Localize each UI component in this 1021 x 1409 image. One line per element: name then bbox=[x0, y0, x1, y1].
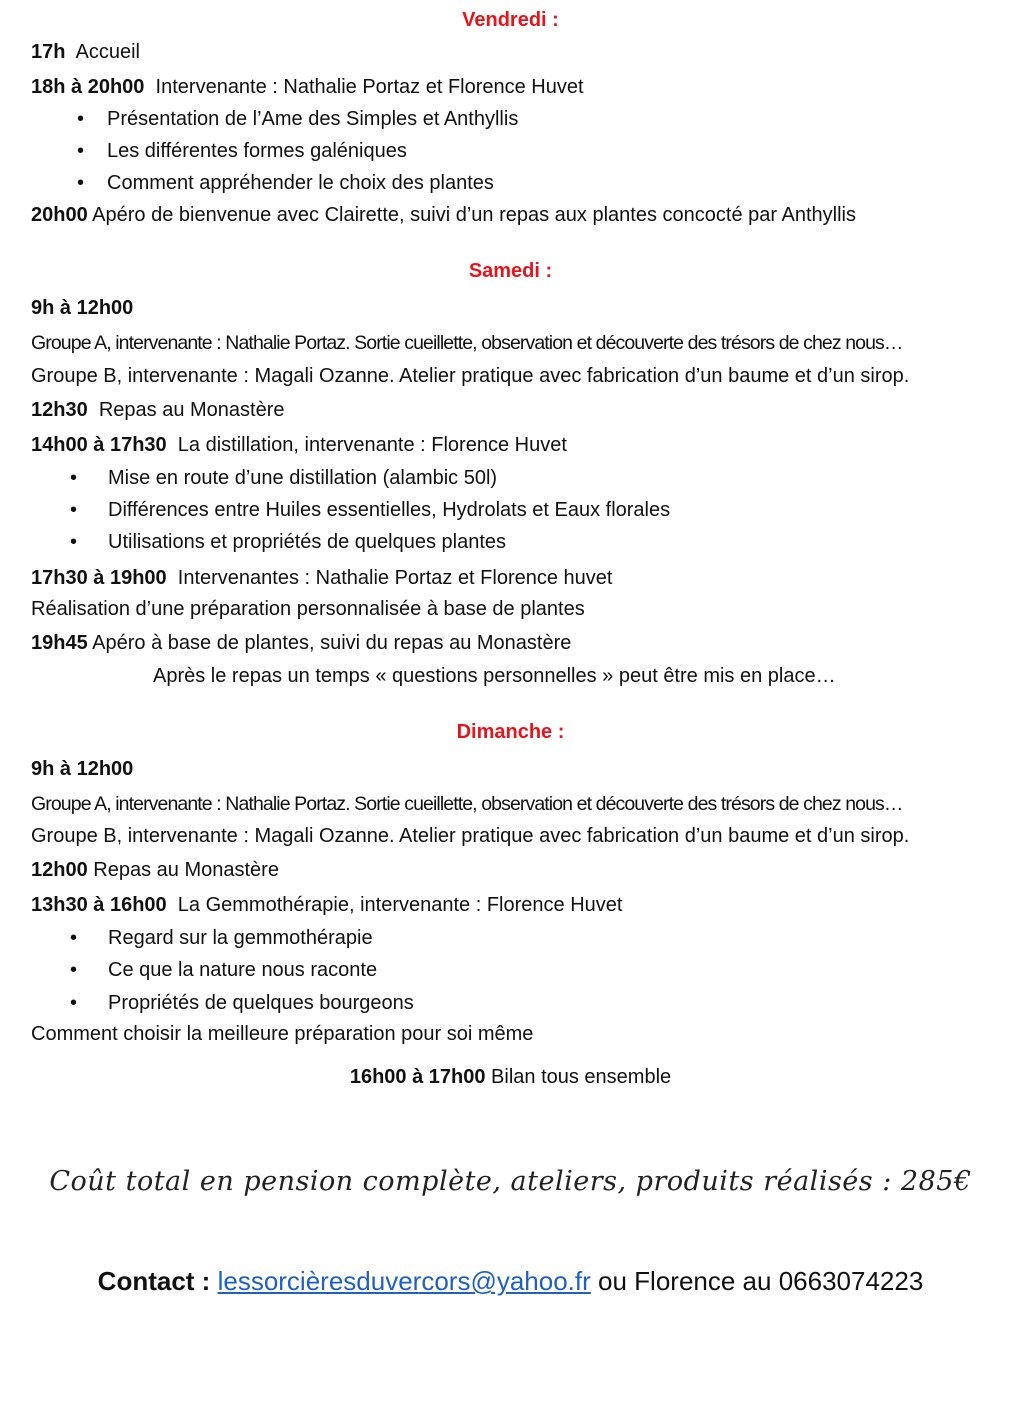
schedule-line: 19h45 Apéro à base de plantes, suivi du repas au Monastère bbox=[31, 632, 572, 654]
bullet-item: • Les différentes formes galéniques bbox=[107, 138, 407, 164]
bullet-item: • Présentation de l’Ame des Simples et Anthyllis bbox=[107, 106, 518, 132]
schedule-line: 20h00 Apéro de bienvenue avec Clairette, suivi d’un repas aux plantes concocté par Anthyllis bbox=[31, 204, 856, 226]
email-link[interactable]: lessorcièresduvercors@yahoo.fr bbox=[217, 1266, 591, 1296]
schedule-line: Comment choisir la meilleure préparation pour soi même bbox=[31, 1023, 534, 1045]
schedule-line: 9h à 12h00 bbox=[31, 297, 134, 319]
day-heading-dimanche: Dimanche : bbox=[456, 721, 565, 743]
schedule-line: 9h à 12h00 bbox=[31, 758, 134, 780]
total-cost: Coût total en pension complète, ateliers, produits réalisés : 285€ bbox=[49, 1166, 972, 1197]
bullet-item: • Regard sur la gemmothérapie bbox=[108, 925, 373, 951]
group-b-line: Groupe B, intervenante : Magali Ozanne. Atelier pratique avec fabrication d’un baume et d’un sirop. bbox=[31, 825, 910, 847]
bullet-item: • Ce que la nature nous raconte bbox=[108, 957, 377, 983]
group-b-line: Groupe B, intervenante : Magali Ozanne. Atelier pratique avec fabrication d’un baume et d’un sirop. bbox=[31, 365, 910, 387]
contact-line: Contact : lessorcièresduvercors@yahoo.fr ou Florence au 0663074223 bbox=[97, 1266, 924, 1296]
day-heading-vendredi: Vendredi : bbox=[462, 9, 559, 31]
group-a-line: Groupe A, intervenante : Nathalie Portaz. Sortie cueillette, observation et découverte des trésors de chez nous… bbox=[31, 793, 903, 815]
schedule-line: 14h00 à 17h30 La distillation, intervenante : Florence Huvet bbox=[31, 434, 567, 456]
bullet-item: • Mise en route d’une distillation (alambic 50l) bbox=[108, 465, 497, 491]
schedule-line: 16h00 à 17h00 Bilan tous ensemble bbox=[349, 1066, 672, 1088]
schedule-line: 12h30 Repas au Monastère bbox=[31, 399, 285, 421]
bullet-item: • Différences entre Huiles essentielles, Hydrolats et Eaux florales bbox=[108, 497, 670, 523]
schedule-line: 17h Accueil bbox=[31, 41, 140, 63]
bullet-item: • Comment appréhender le choix des plantes bbox=[107, 170, 494, 196]
schedule-line: 13h30 à 16h00 La Gemmothérapie, intervenante : Florence Huvet bbox=[31, 894, 623, 916]
group-a-line: Groupe A, intervenante : Nathalie Portaz. Sortie cueillette, observation et découverte des trésors de chez nous… bbox=[31, 332, 903, 354]
bullet-item: • Propriétés de quelques bourgeons bbox=[108, 990, 414, 1016]
schedule-line: Réalisation d’une préparation personnalisée à base de plantes bbox=[31, 598, 585, 620]
schedule-line: 12h00 Repas au Monastère bbox=[31, 859, 279, 881]
note-line: Après le repas un temps « questions personnelles » peut être mis en place… bbox=[153, 665, 836, 687]
schedule-line: 18h à 20h00 Intervenante : Nathalie Portaz et Florence Huvet bbox=[31, 76, 584, 98]
bullet-item: • Utilisations et propriétés de quelques plantes bbox=[108, 529, 506, 555]
day-heading-samedi: Samedi : bbox=[468, 260, 553, 282]
schedule-line: 17h30 à 19h00 Intervenantes : Nathalie Portaz et Florence huvet bbox=[31, 567, 613, 589]
